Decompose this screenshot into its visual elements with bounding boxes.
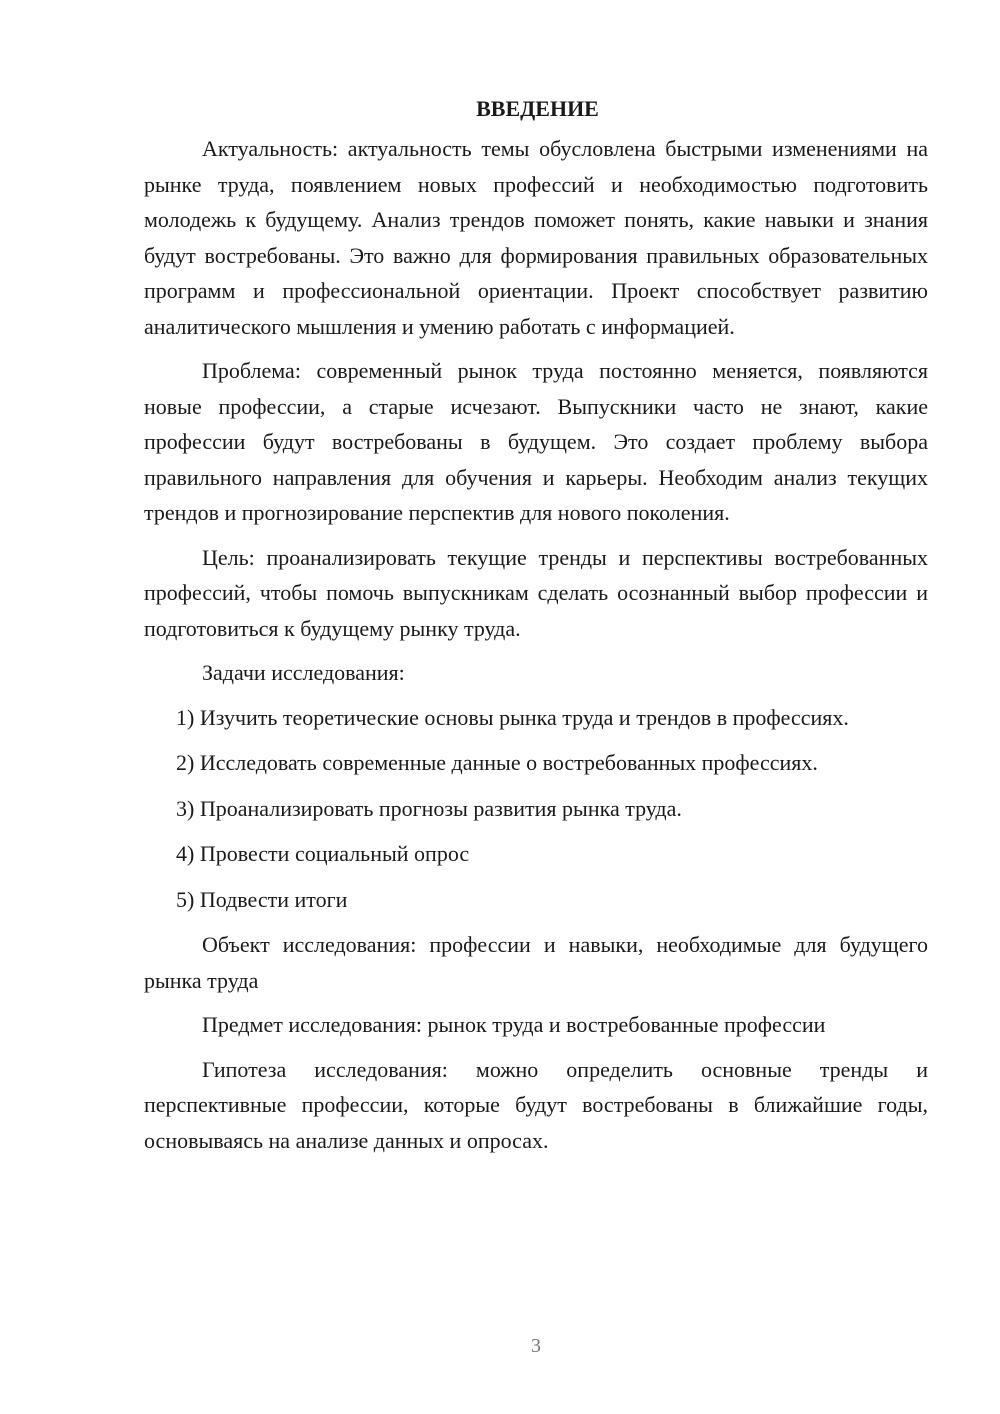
hypothesis-paragraph: Гипотеза исследования: можно определить основные тренды и перспективные профессии, которые будут востребованы в ближайшие годы, основываясь на анализе данных и опросах. bbox=[144, 1056, 928, 1153]
tasks-list bbox=[144, 700, 928, 918]
object-paragraph: Объект исследования: профессии и навыки, необходимые для будущего рынка труда bbox=[144, 932, 928, 993]
goal-paragraph: Цель: проанализировать текущие тренды и перспективы востребованных профессий, чтобы помочь выпускникам сделать осознанный выбор профессии и подготовиться к будущему рынку труда. bbox=[144, 544, 928, 641]
list-item: 3) Проанализировать прогнозы развития рынка труда. bbox=[176, 795, 682, 821]
list-item: 1) Изучить теоретические основы рынка труда и трендов в профессиях. bbox=[176, 704, 849, 730]
section-heading: ВВЕДЕНИЕ bbox=[476, 96, 599, 121]
subject-paragraph: Предмет исследования: рынок труда и востребованные профессии bbox=[202, 1012, 826, 1037]
page-content bbox=[144, 91, 928, 1167]
relevance-paragraph: Актуальность: актуальность темы обусловлена быстрыми изменениями на рынке труда, появлением новых профессий и необходимостью подготовить молодежь к будущему. Анализ трендов поможет понять, какие навыки и знания будут востребованы. Это важно для формирования правильных образовательных программ и профессиональной ориентации. Проект способствует развитию аналитического мышления и умению работать с информацией. bbox=[144, 136, 928, 339]
tasks-heading: Задачи исследования: bbox=[202, 660, 405, 685]
page-number: 3 bbox=[531, 1335, 541, 1357]
list-item: 4) Провести социальный опрос bbox=[176, 841, 470, 866]
list-item: 2) Исследовать современные данные о востребованных профессиях. bbox=[176, 750, 818, 775]
list-item: 5) Подвести итоги bbox=[176, 886, 348, 912]
problem-paragraph: Проблема: современный рынок труда постоянно меняется, появляются новые профессии, а старые исчезают. Выпускники часто не знают, какие профессии будут востребованы в будущем. Это создает проблему выбора правильного направления для обучения и карьеры. Необходим анализ текущих трендов и прогнозирование перспектив для нового поколения. bbox=[144, 358, 928, 525]
